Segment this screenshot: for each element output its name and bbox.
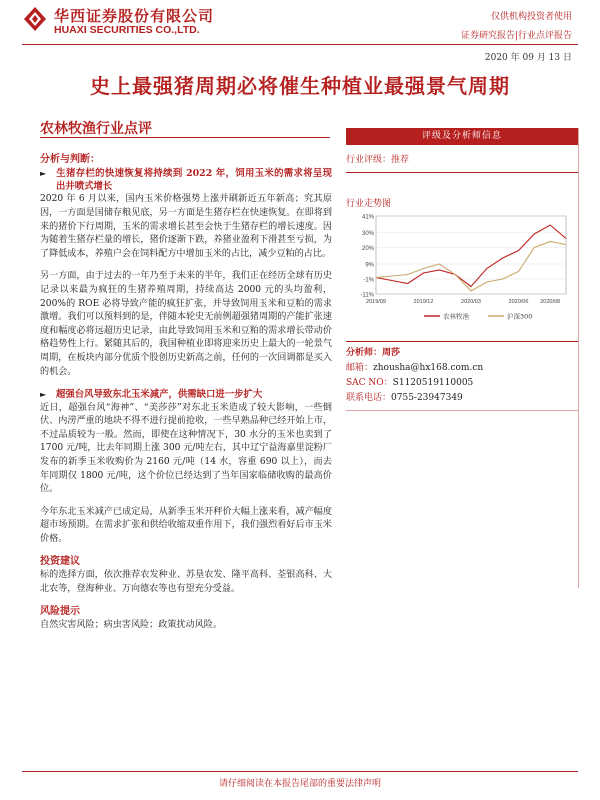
company-name-en: HUAXI SECURITIES CO.,LTD.: [54, 24, 200, 36]
trend-label: 行业走势图: [346, 199, 392, 209]
report-type: 证券研究报告|行业点评报告: [460, 31, 572, 41]
x-tick-label: 2019/09: [366, 299, 386, 305]
email-label: 邮箱：: [346, 363, 374, 373]
rating-label: 行业评级：: [346, 155, 392, 165]
bullet-heading-2: [40, 388, 332, 401]
plot-frame: [376, 216, 566, 294]
y-tick-label: -11%: [360, 292, 374, 299]
investment-text: 标的选择方面，依次推荐农发种业、苏垦农发、隆平高科、荃银高科、大北农等，登海种业、万向德农等也有望充分受益。: [40, 570, 332, 594]
y-tick-label: 20%: [361, 246, 374, 252]
paragraph-4: 今年东北玉米减产已成定局，从新季玉米开秤价大幅上涨来看，减产幅度超市场预期。在需求扩张和供给收缩双重作用下，我们强烈看好后市玉米价格。: [40, 506, 332, 544]
legend-label-1: 农林牧渔: [443, 312, 469, 321]
industry-rating: [346, 152, 578, 165]
risk-heading: 风险提示: [40, 606, 80, 618]
x-tick-label: 2020/06: [508, 299, 529, 305]
x-tick-label: 2020/08: [540, 299, 561, 305]
bullet-arrow-icon: ►: [40, 389, 47, 400]
bullet-arrow-icon: ►: [40, 167, 47, 178]
y-tick-label: -1%: [363, 277, 374, 284]
report-title: 史上最强猪周期必将催生种植业最强景气周期: [90, 74, 510, 98]
bullet-text-2: 超强台风导致东北玉米减产，供需缺口进一步扩大: [56, 389, 263, 401]
company-logo-icon: [22, 6, 48, 32]
phone-label: 联系电话：: [346, 393, 392, 403]
series-line-2: [376, 242, 566, 292]
series-line-1: [376, 225, 566, 287]
sac-number: S1120519110005: [392, 378, 474, 388]
audience-note: 仅供机构投资者使用: [490, 12, 572, 22]
footer-divider: [22, 771, 578, 772]
analyst-email[interactable]: zhousha@hx168.com.cn: [373, 363, 484, 373]
analyst-info: [346, 346, 578, 406]
phone-row: [346, 391, 578, 406]
bullet-text-1: 生猪存栏的快速恢复将持续到 2022 年，饲用玉米的需求将呈现出井喷式增长: [56, 167, 332, 192]
header-divider: [22, 44, 578, 45]
x-tick-label: 2019/12: [413, 299, 434, 305]
analyst-row: [346, 346, 578, 361]
panel-border: [578, 128, 579, 588]
legend-label-2: 沪深300: [507, 312, 533, 321]
legal-notice: 请仔细阅读在本报告尾部的重要法律声明: [218, 779, 381, 789]
report-date: 2020 年 09 月 13 日: [484, 53, 572, 63]
paragraph-2: 另一方面，由于过去的一年乃至于未来的半年，我们正在经历全球有历史记录以来最为疯狂的生猪养殖周期，持续高达 2000 元的头均盈利，200%的 ROE 必将导致产能的疯狂扩张，并导致饲用玉米和豆粕的需求激增。我们可以预料到的是，伴随本轮史无前例超强猪周期的产能扩张速度和幅度必将远超历史记录，由此导致饲用玉米和豆粕的需求增长带动价格趋势性上行。紧随其后的，我国种植业即将迎来历史上最大的一轮景气周期，在板块内部分优质个股创历史新高之前，任何的一次回调都是买入的机会。: [40, 271, 332, 377]
sac-row: [346, 376, 578, 391]
analyst-phone: 0755-23947349: [391, 393, 463, 403]
paragraph-3: 近日，超强台风“海神”、“美莎莎”对东北玉米造成了较大影响，一些倒伏、内涝严重的地块不得不进行提前抢收，一些早熟品种已经开始上市，不过品质较为一般。然而，即使在这种情况下，30 水分的玉米也卖到了 1700 元/吨，比去年同期上涨 300 元/吨左右，其中辽宁益海嘉里淀粉厂发布的新季玉米收购价为 2160 元/吨（14 水，容重 690 以上），而去年同期仅 1800 元/吨，这个价位已经达到了当年国家临储收购的最高价位。: [40, 402, 332, 495]
report-subtitle: 农林牧渔行业点评: [40, 121, 152, 137]
x-tick-label: 2020/03: [461, 299, 481, 305]
main-content: [40, 153, 332, 632]
rating-divider: [346, 172, 578, 173]
rating-panel-title: 评级及分析师信息: [346, 128, 578, 145]
investment-heading: 投资建议: [40, 556, 80, 568]
bullet-heading-1: [40, 167, 332, 194]
chart-divider: [346, 341, 578, 342]
subtitle-divider: [40, 137, 330, 138]
rating-value: 推荐: [391, 155, 410, 165]
analysis-heading: 分析与判断：: [40, 154, 100, 165]
analyst-name: 周莎: [382, 348, 401, 358]
industry-trend-chart: [352, 210, 576, 335]
y-tick-label: 41%: [361, 214, 374, 221]
analyst-divider: [346, 410, 578, 411]
email-row: [346, 361, 578, 376]
paragraph-1: 2020 年 6 月以来，国内玉米价格强势上涨并刷新近五年新高；究其原因，一方面是国储存粮见底，另一方面是生猪存栏在快速恢复。在即将到来的猪价下行周期，玉米的需求增长甚至会快于生猪存栏的增长速度。因为随着生猪存栏量的增长，猪价逐渐下跌，养猪业盈利下滑甚至亏损，为了降低成本，养殖户会在饲料配方中增加玉米的占比，减少豆粕的占比。: [40, 194, 332, 259]
sac-label: SAC NO：: [346, 378, 393, 388]
y-tick-label: 9%: [365, 262, 374, 269]
company-name-cn: 华西证券股份有限公司: [54, 7, 215, 25]
y-tick-label: 30%: [361, 231, 374, 237]
analyst-label: 分析师：: [346, 348, 383, 358]
risk-text: 自然灾害风险；病虫害风险；政策扰动风险。: [40, 619, 222, 630]
